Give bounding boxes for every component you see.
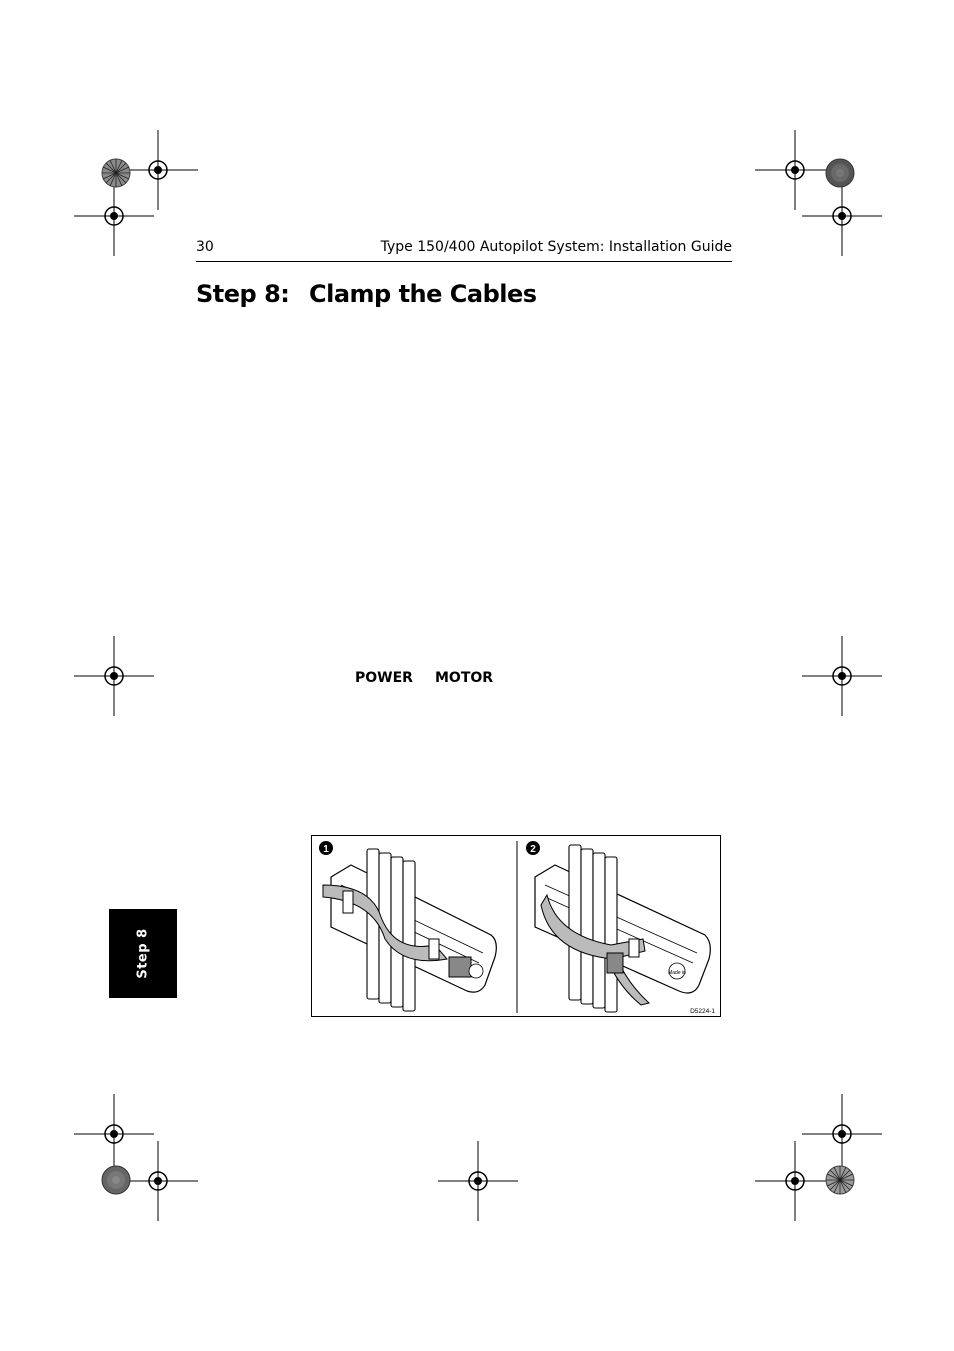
page-number: 30 [196,239,214,255]
running-header-title: Type 150/400 Autopilot System: Installation Guide [380,239,732,255]
panel-2-mark-text: Made in [668,970,686,976]
header-rule [196,261,732,262]
color-target-icon [101,1165,131,1199]
registration-crosshair-icon [74,636,154,716]
side-tab [109,909,177,998]
side-tab-label: Step 8 [135,928,151,979]
figure-reference-code: D5224-1 [690,1008,715,1015]
color-target-icon [101,158,131,192]
color-target-icon [825,1165,855,1199]
registration-crosshair-icon [755,1141,835,1221]
panel-2-marker: 2 [530,844,536,855]
step-number: Step 8: [196,280,290,308]
step-title: Clamp the Cables [309,280,537,308]
color-target-icon [825,158,855,192]
motor-label: MOTOR [435,670,494,686]
power-label: POWER [355,670,413,686]
registration-crosshair-icon [438,1141,518,1221]
cable-clamp-figure [311,835,721,1017]
registration-crosshair-icon [802,636,882,716]
step-heading [196,280,537,308]
panel-1-marker: 1 [323,844,329,855]
